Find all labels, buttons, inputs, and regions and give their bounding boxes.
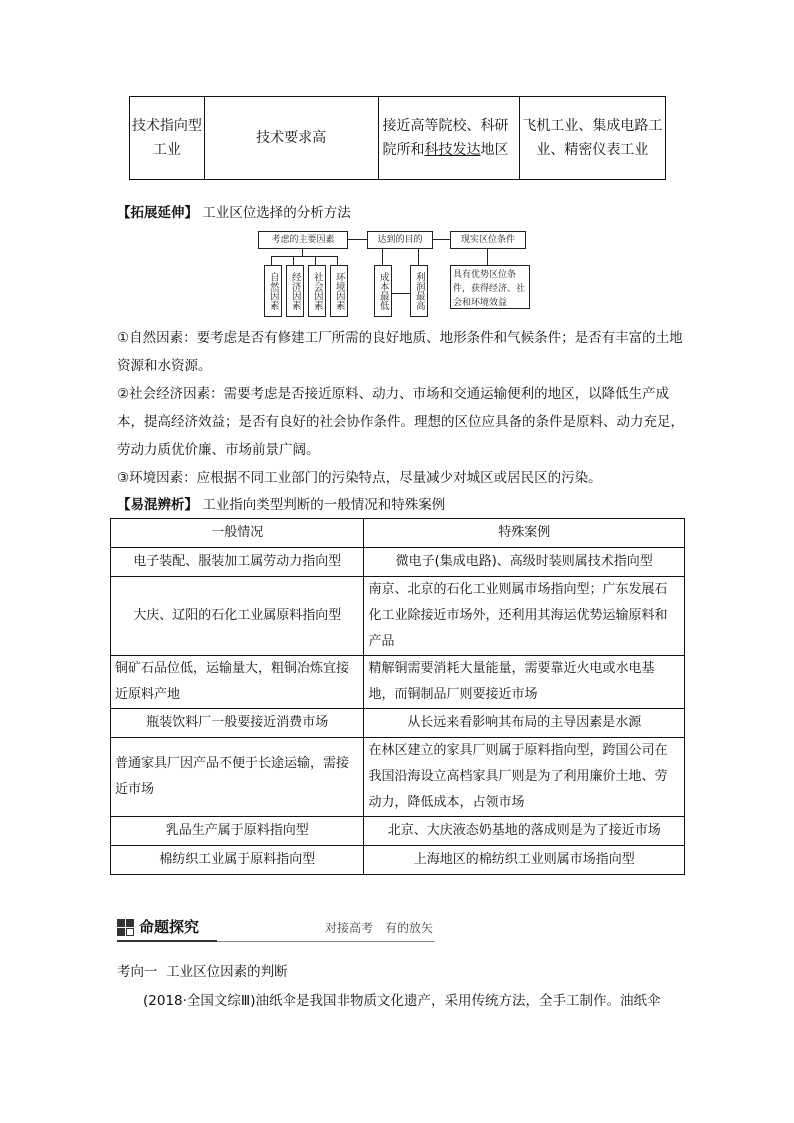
- special-cell: 在林区建立的家具厂则属于原料指向型，跨国公司在我国沿海设立高档家具厂则是为了利用廉价土地、劳动力，降低成本，占领市场: [364, 738, 685, 817]
- goal-highest-profit: 利润最高: [410, 265, 428, 317]
- arrow-line: [432, 239, 450, 240]
- special-cell: 上海地区的棉纺织工业则属市场指向型: [364, 846, 685, 875]
- table-row: [111, 738, 685, 817]
- case-table: [110, 518, 685, 875]
- extension-tag: 【拓展延伸】: [117, 205, 198, 221]
- question-text: (2018·全国文综Ⅲ)油纸伞是我国非物质文化遗产，采用传统方法，全手工制作。油纸伞: [143, 993, 661, 1009]
- table-row: [111, 548, 685, 577]
- confusion-tag: 【易混辨析】: [117, 497, 198, 513]
- general-cell: 铜矿石品位低，运输量大，粗铜冶炼宜接近原料产地: [111, 656, 364, 709]
- arrow-line: [347, 239, 367, 240]
- general-cell: 大庆、辽阳的石化工业属原料指向型: [111, 577, 364, 656]
- type-cell: 技术指向型工业: [130, 97, 205, 180]
- connector-line: [293, 256, 294, 265]
- topic-title: 工业区位因素的判断: [166, 964, 288, 980]
- paragraph-natural: ①自然因素：要考虑是否有修建工厂所需的良好地质、地形条件和气候条件；是否有丰富的土地资源和水资源。: [117, 330, 683, 374]
- header-special: 特殊案例: [364, 519, 685, 548]
- real-conditions-box: 现实区位条件: [450, 231, 526, 249]
- requirement-cell: 技术要求高: [204, 97, 378, 180]
- arrow-line: [391, 293, 410, 294]
- location-type-table: [129, 96, 666, 180]
- connector-line: [382, 248, 383, 265]
- main-factors-box: 考虑的主要因素: [258, 231, 348, 249]
- goal-box: 达到的目的: [367, 231, 433, 249]
- section-underline-thin: [217, 941, 435, 942]
- confusion-title: 工业指向类型判断的一般情况和特殊案例: [202, 497, 446, 513]
- section-subtitle: 对接高考 有的放矢: [325, 921, 434, 935]
- general-cell: 电子装配、服装加工属劳动力指向型: [111, 548, 364, 577]
- table-row: [111, 709, 685, 738]
- general-cell: 乳品生产属于原料指向型: [111, 817, 364, 846]
- section-mark-icon: [126, 919, 134, 927]
- factor-natural: 自然因素: [264, 265, 282, 317]
- topic-label: 考向一: [117, 964, 158, 980]
- examples-cell: 飞机工业、集成电路工业、精密仪表工业: [519, 97, 665, 180]
- location-underlined: 科技发达: [424, 142, 481, 158]
- section-underline: [117, 940, 217, 942]
- special-cell: 精解铜需要消耗大量能量，需要靠近火电或水电基地，而铜制品厂则要接近市场: [364, 656, 685, 709]
- paragraph-socioeconomic: ②社会经济因素：需要考虑是否接近原料、动力、市场和交通运输便利的地区，以降低生产成本，提高经济效益；是否有良好的社会协作条件。理想的区位应具备的条件是原料、动力充足，劳动力质优价廉、市场前景广阔。: [117, 386, 684, 458]
- section-mark-icon: [126, 928, 134, 936]
- connector-line: [418, 248, 419, 265]
- special-cell: 南京、北京的石化工业则属市场指向型；广东发展石化工业除接近市场外，还利用其海运优势运输原料和产品: [364, 577, 685, 656]
- general-cell: 棉纺织工业属于原料指向型: [111, 846, 364, 875]
- factor-economic: 经济因素: [286, 265, 304, 317]
- section-title: 命题探究: [139, 918, 200, 936]
- section-mark-icon: [117, 919, 125, 927]
- table-row: [111, 846, 685, 875]
- table-header-row: [111, 519, 685, 548]
- paragraph-environment: ③环境因素：应根据不同工业部门的污染特点，尽量减少对城区或居民区的污染。: [117, 470, 602, 486]
- extension-heading: [117, 204, 351, 222]
- location-text-end: 地区: [480, 142, 509, 158]
- location-text: 接近高等院校、科研院所和: [382, 118, 509, 158]
- special-cell: 微电子(集成电路)、高级时装则属技术指向型: [364, 548, 685, 577]
- location-cell: [378, 97, 519, 180]
- table-row: [111, 577, 685, 656]
- section-mark-icon: [117, 928, 125, 936]
- result-box: 具有优势区位条件，获得经济、社会和环境效益: [450, 265, 530, 309]
- connector-line: [271, 256, 272, 265]
- connector-line: [337, 256, 338, 265]
- goal-lowest-cost: 成本最低: [374, 265, 392, 317]
- topic-heading: [117, 961, 288, 983]
- connector-line: [487, 248, 488, 265]
- section-title-bar: [117, 915, 437, 941]
- general-cell: 普通家具厂因产品不便于长途运输，需接近市场: [111, 738, 364, 817]
- general-cell: 瓶装饮料厂一般要接近消费市场: [111, 709, 364, 738]
- header-general: 一般情况: [111, 519, 364, 548]
- table-row: [130, 97, 666, 180]
- extension-title: 工业区位选择的分析方法: [202, 205, 351, 221]
- connector-line: [271, 256, 338, 257]
- special-cell: 从长远来看影响其布局的主导因素是水源: [364, 709, 685, 738]
- location-analysis-diagram: [258, 231, 538, 321]
- factor-environment: 环境因素: [330, 265, 348, 317]
- connector-line: [315, 256, 316, 265]
- table-row: [111, 656, 685, 709]
- table-row: [111, 817, 685, 846]
- confusion-heading: [117, 496, 445, 514]
- connector-line: [302, 248, 303, 256]
- special-cell: 北京、大庆液态奶基地的落成则是为了接近市场: [364, 817, 685, 846]
- factor-social: 社会因素: [308, 265, 326, 317]
